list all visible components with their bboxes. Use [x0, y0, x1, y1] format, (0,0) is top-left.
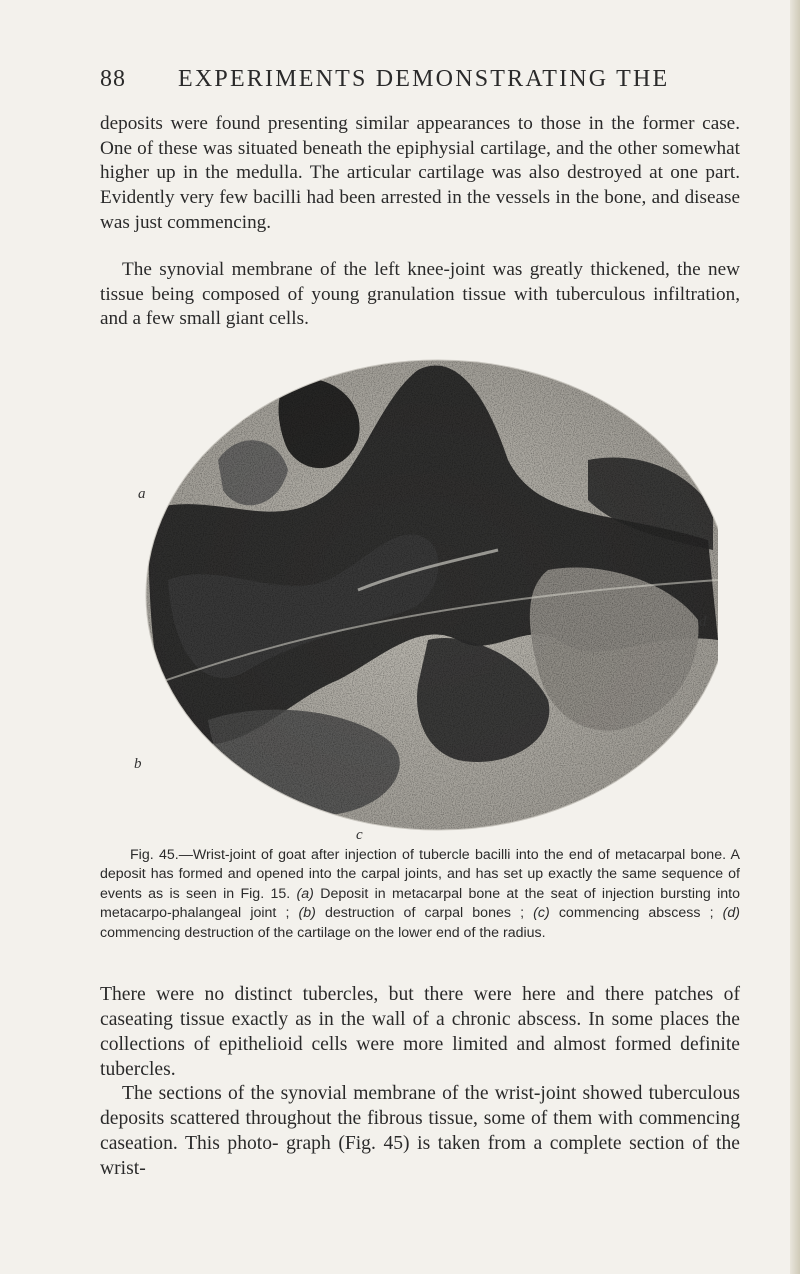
body-paragraph-1: deposits were found presenting similar appearances to those in the former case. One of these was situated beneath the epiphysial cartilage, and the other somewhat higher up in the medulla. The articular cartilage was also destroyed at one part. Evidently very few bacilli had been arrested in the vessels in the bone, and disease was just commencing. [100, 113, 740, 233]
caption-item-a: (a) Deposit in metacarpal bone at the seat of injection bursting into metacarpo-phalangeal joint ; [100, 885, 740, 922]
page-edge [790, 0, 800, 1274]
running-title: EXPERIMENTS DEMONSTRATING THE [178, 66, 670, 92]
page-number: 88 [100, 66, 126, 92]
caption-title: Fig. 45. [130, 847, 179, 863]
figure-label-a: a [138, 486, 146, 502]
figure-photomicrograph [128, 340, 718, 840]
body-paragraph-4: The sections of the synovial membrane of the wrist-joint showed tuberculous deposits scattered throughout the fibrous tissue, some of them with commencing caseation. This photo- graph (Fig. 45) is taken from a complete section of the wrist- [100, 1083, 740, 1179]
caption-lead: —Wrist-joint of goat after injection of tubercle bacilli into the end of metacarpal bone. A deposit has formed and opened into the carpal joints, and has set up exactly the same sequence of events as is seen in Fig. 15. [100, 847, 741, 902]
micrograph-field [128, 340, 718, 840]
micrograph-image [128, 340, 718, 840]
caption-item-d: (d) commencing destruction of the cartilage on the lower end of the radius. [100, 905, 740, 941]
caption-item-c: (c) commencing abscess ; [533, 905, 723, 922]
figure-caption [100, 846, 740, 943]
figure-label-c: c [356, 827, 363, 840]
figure-label-d: d [699, 614, 707, 630]
body-paragraph-2: The synovial membrane of the left knee-joint was greatly thickened, the new tissue being composed of young granulation tissue with tuberculous infiltration, and a few small giant cells. [100, 259, 740, 330]
body-paragraph-3: There were no distinct tubercles, but there were here and there patches of caseating tissue exactly as in the wall of a chronic abscess. In some places the collections of epithelioid cells were more limited and almost formed definite tubercles. [100, 984, 740, 1080]
caption-item-b: (b) destruction of carpal bones ; [298, 905, 534, 922]
figure-label-b: b [134, 756, 142, 772]
